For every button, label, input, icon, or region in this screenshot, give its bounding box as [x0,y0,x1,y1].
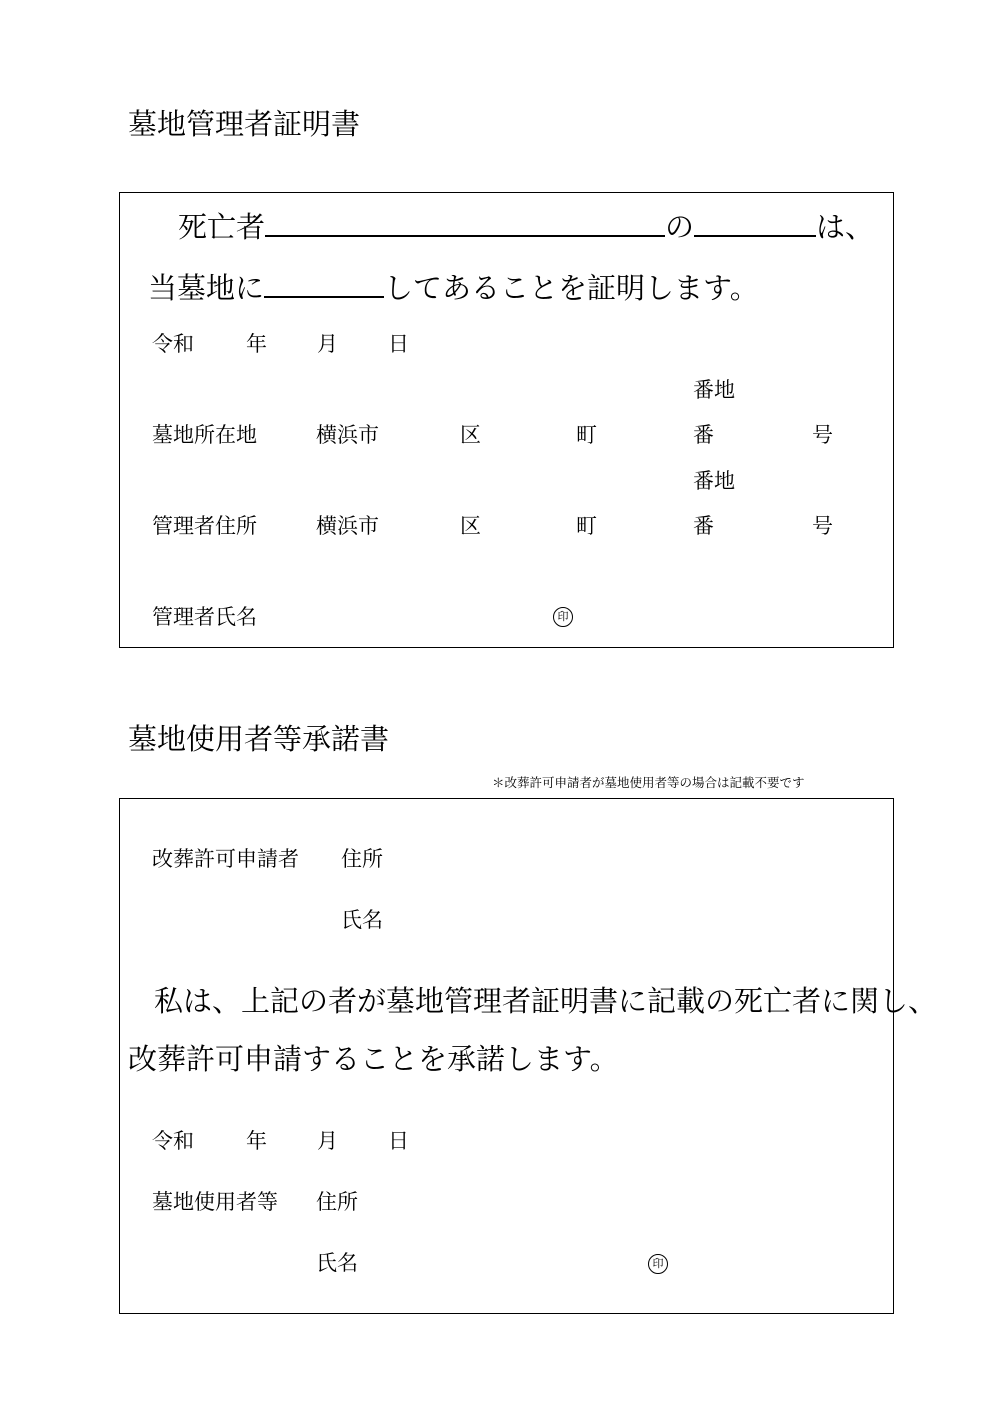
address-city: 横浜市 [316,514,379,538]
location-ward: 区 [460,423,481,447]
location-town: 町 [576,423,597,447]
deceased-name-field[interactable] [265,209,665,237]
consent-date-era: 令和 [152,1129,194,1153]
address-town: 町 [576,514,597,538]
consent-sentence-1: 私は、上記の者が墓地管理者証明書に記載の死亡者に関し、 [154,984,938,1018]
address-go: 号 [812,514,833,538]
cert-seal-icon: 印 [553,607,573,627]
deceased-line [178,209,874,242]
deceased-label: 死亡者 [178,210,266,244]
location-label: 墓地所在地 [152,423,257,447]
applicant-name-label: 氏名 [341,908,383,932]
location-city: 横浜市 [316,423,379,447]
relation-field[interactable] [694,209,816,237]
wa-text: は、 [816,210,875,244]
burial-suffix: してあることを証明します。 [384,271,759,305]
location-ban: 番 [693,423,714,447]
user-address-label: 住所 [316,1190,358,1214]
consent-note: ＊改葬許可申請者が墓地使用者等の場合は記載不要です [492,775,805,790]
consent-date-year: 年 [246,1129,267,1153]
cemetery-user-label: 墓地使用者等 [152,1190,278,1214]
location-go: 号 [812,423,833,447]
address-ban: 番 [693,514,714,538]
manager-name-label: 管理者氏名 [152,605,257,629]
burial-line [148,270,759,303]
consent-date-month: 月 [317,1129,338,1153]
of-text: の [665,210,695,244]
consent-sentence-2: 改葬許可申請することを承諾します。 [128,1042,619,1076]
applicant-label: 改葬許可申請者 [152,847,299,871]
address-banchi: 番地 [693,469,735,493]
consent-date-day: 日 [388,1129,409,1153]
location-banchi: 番地 [693,378,735,402]
burial-prefix: 当墓地に [148,271,265,305]
cert-date-month: 月 [317,332,338,356]
cert-date-era: 令和 [152,332,194,356]
address-ward: 区 [460,514,481,538]
cert-date-day: 日 [388,332,409,356]
applicant-address-label: 住所 [341,847,383,871]
user-name-label: 氏名 [316,1251,358,1275]
burial-status-field[interactable] [264,270,384,298]
certificate-box [119,192,894,648]
address-label: 管理者住所 [152,514,257,538]
consent-seal-icon: 印 [648,1254,668,1274]
consent-title: 墓地使用者等承諾書 [128,722,390,756]
certificate-title: 墓地管理者証明書 [128,107,361,141]
cert-date-year: 年 [246,332,267,356]
